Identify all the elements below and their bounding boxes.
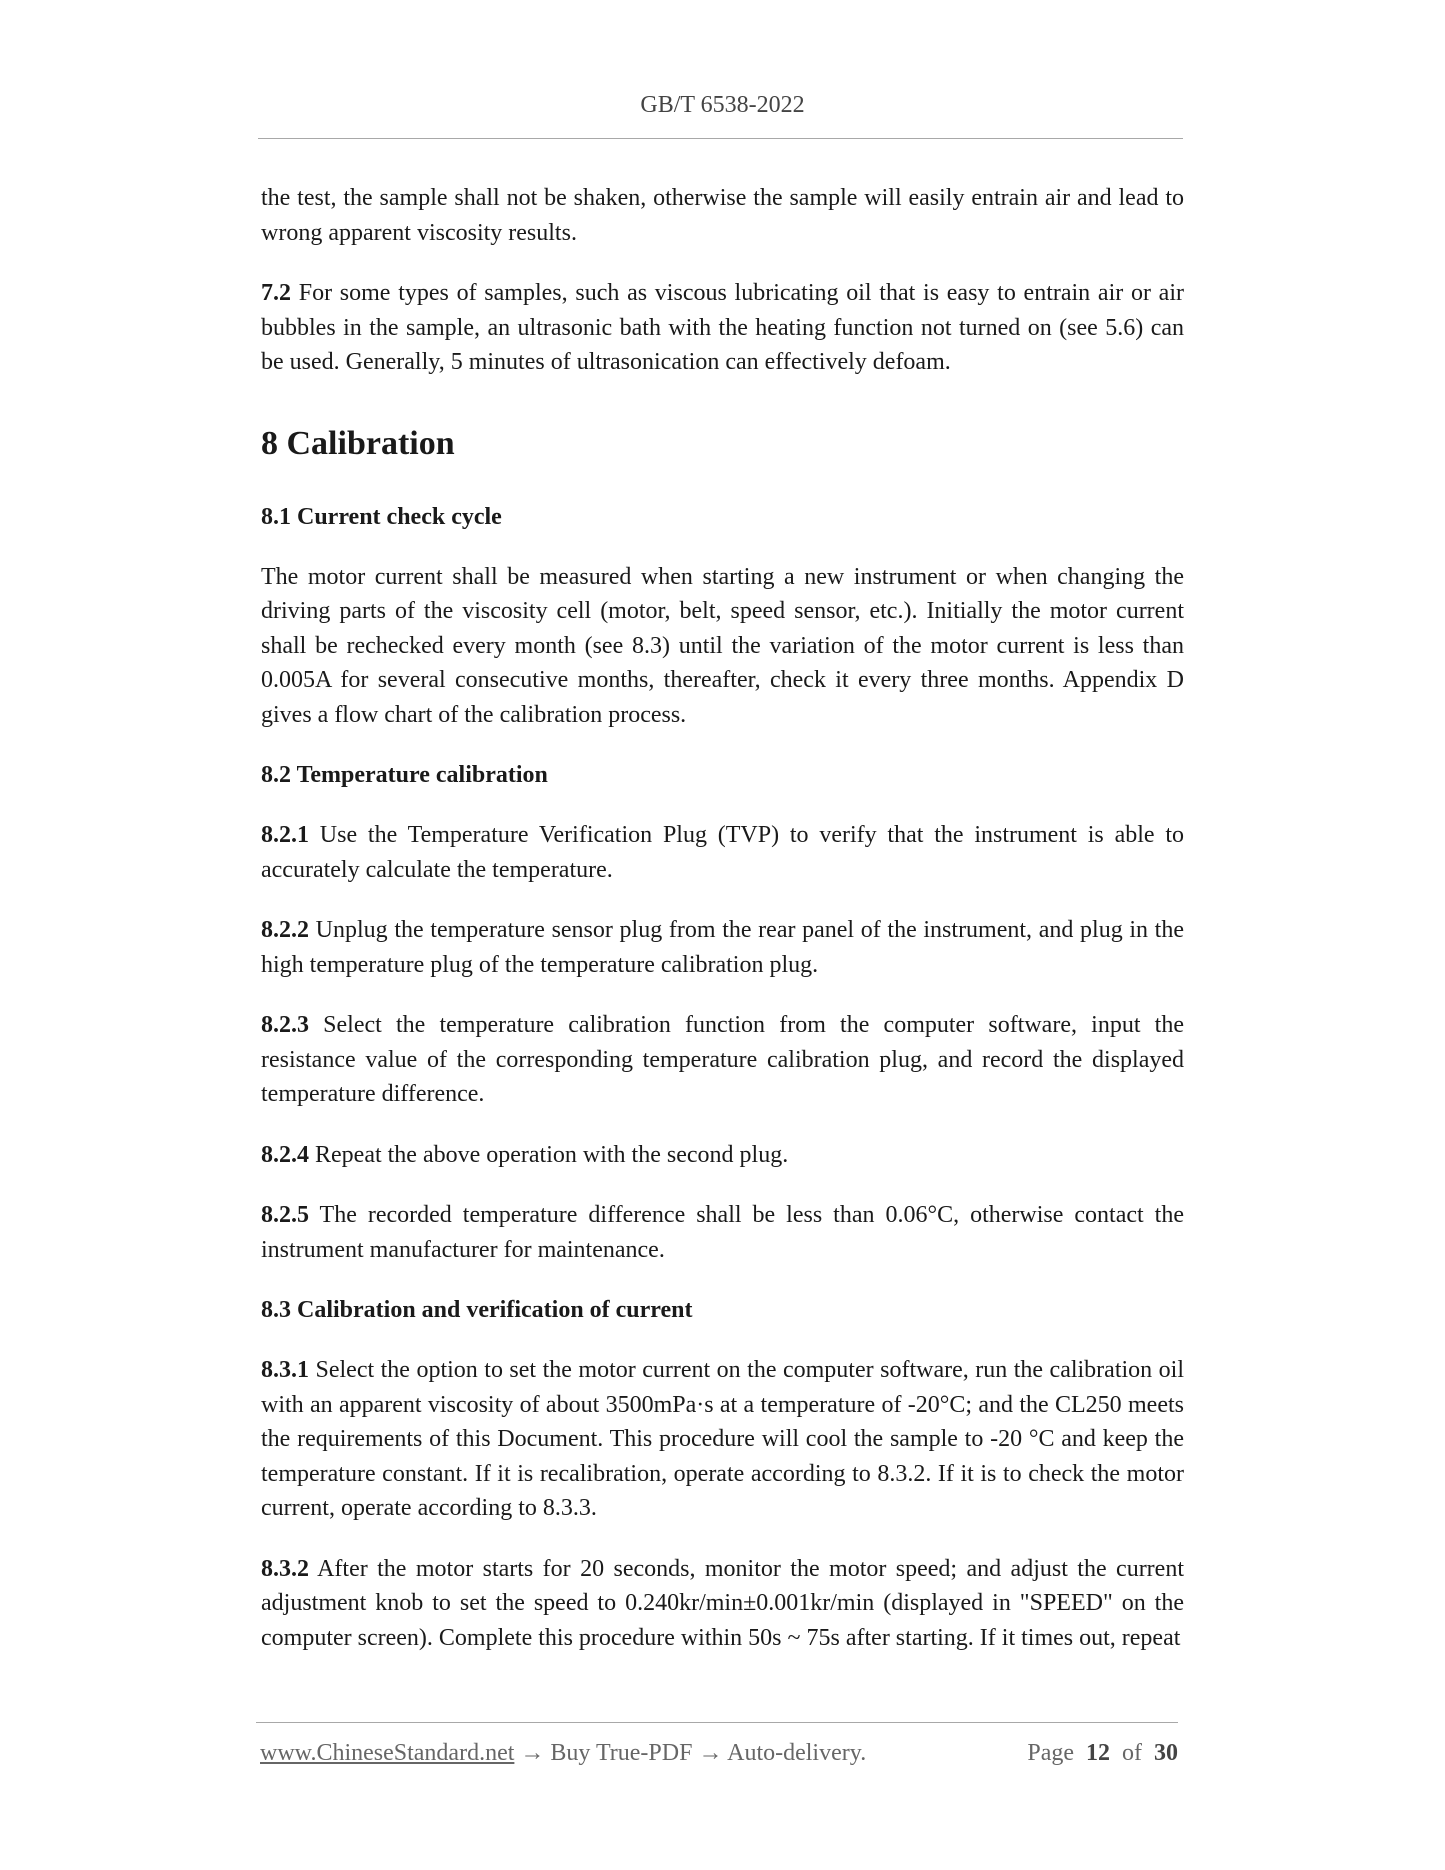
running-header: GB/T 6538-2022 [640, 92, 805, 118]
clause-text: Unplug the temperature sensor plug from the rear panel of the instrument, and plug in the high temperature plug of the temperature calibration plug. [261, 917, 1184, 978]
section-heading-8: 8 Calibration [261, 424, 455, 462]
subsection-heading-8-1: 8.1 Current check cycle [261, 503, 502, 530]
paragraph-8-3-2 [261, 1552, 1184, 1656]
paragraph-8-2-2 [261, 913, 1184, 982]
paragraph-8-1: The motor current shall be measured when starting a new instrument or when changing the driving parts of the viscosity cell (motor, belt, speed sensor, etc.). Initially the motor current shall be rechecked every month (see 8.3) until the variation of the motor current is less than 0.005A for several consecutive months, thereafter, check it every three months. Appendix D gives a flow chart of the calibration process. [261, 563, 1184, 728]
footer-promo [260, 1740, 866, 1767]
page-total: 30 [1154, 1740, 1178, 1766]
clause-text: Select the option to set the motor current on the computer software, run the calibration oil with an apparent viscosity of about 3500mPa·s at a temperature of -20°C; and the CL250 meets the requirements of this Document. This procedure will cool the sample to -20 °C and keep the temperature constant. If it is recalibration, operate according to 8.3.2. If it is to check the motor current, operate according to 8.3.3. [261, 1357, 1184, 1521]
footer-divider [256, 1722, 1178, 1723]
clause-number: 8.2.5 [261, 1202, 309, 1228]
page-indicator [1027, 1740, 1178, 1767]
clause-number: 8.2.4 [261, 1141, 309, 1168]
clause-text: Use the Temperature Verification Plug (TVP) to verify that the instrument is able to accurately calculate the temperature. [261, 822, 1184, 883]
clause-text: The recorded temperature difference shall be less than 0.06°C, otherwise contact the instrument manufacturer for maintenance. [261, 1202, 1184, 1263]
header-divider [258, 138, 1183, 139]
paragraph-7-2 [261, 276, 1184, 380]
clause-number: 8.2.1 [261, 822, 309, 848]
document-body [261, 181, 1184, 1681]
paragraph-8-2-1 [261, 818, 1184, 887]
site-link[interactable]: www.ChineseStandard.net [260, 1740, 515, 1766]
page-current: 12 [1086, 1740, 1110, 1766]
paragraph-8-3-1 [261, 1353, 1184, 1526]
clause-text: Repeat the above operation with the second plug. [309, 1141, 789, 1168]
page-label: Page [1027, 1740, 1074, 1766]
clause-number: 7.2 [261, 280, 291, 306]
subsection-heading-8-2: 8.2 Temperature calibration [261, 762, 548, 788]
clause-number: 8.2.2 [261, 917, 309, 943]
paragraph-8-2-3 [261, 1008, 1184, 1112]
clause-text: For some types of samples, such as viscous lubricating oil that is easy to entrain air or air bubbles in the sample, an ultrasonic bath with the heating function not turned on (see 5.6) can be used. Generally, 5 minutes of ultrasonication can effectively defoam. [261, 280, 1184, 375]
clause-text: After the motor starts for 20 seconds, monitor the motor speed; and adjust the current adjustment knob to set the speed to 0.240kr/min±0.001kr/min (displayed in "SPEED" on the computer screen). Complete this procedure within 50s ~ 75s after starting. If it times out, repeat [261, 1555, 1184, 1651]
footer-promo-text: → Buy True-PDF → Auto-delivery. [514, 1740, 867, 1766]
clause-number: 8.3.2 [261, 1555, 309, 1582]
clause-text: Select the temperature calibration function from the computer software, input the resistance value of the corresponding temperature calibration plug, and record the displayed temperature difference. [261, 1012, 1184, 1107]
paragraph-continuation: the test, the sample shall not be shaken, otherwise the sample will easily entrain air and lead to wrong apparent viscosity results. [261, 185, 1184, 246]
page-of-label: of [1122, 1740, 1142, 1766]
paragraph-8-2-4 [261, 1138, 1184, 1173]
subsection-heading-8-3: 8.3 Calibration and verification of current [261, 1297, 693, 1323]
clause-number: 8.2.3 [261, 1012, 309, 1038]
clause-number: 8.3.1 [261, 1357, 309, 1383]
paragraph-8-2-5 [261, 1198, 1184, 1267]
